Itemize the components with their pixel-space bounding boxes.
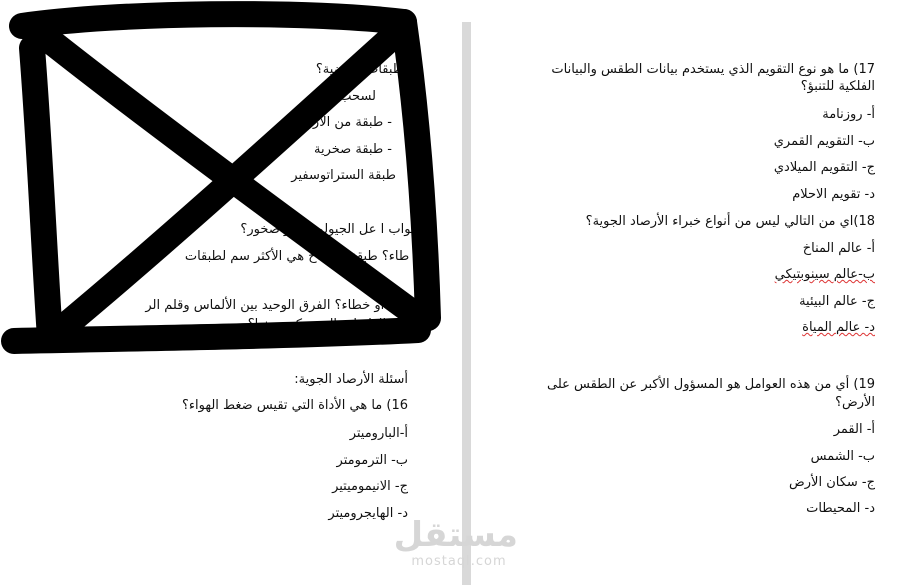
option-19-b: ب- الشمس xyxy=(810,449,875,464)
option-17-c: ج- التقويم الميلادي xyxy=(773,160,875,175)
option-18-d: د- عالم المياة xyxy=(802,320,875,335)
mostaql-watermark xyxy=(393,515,518,569)
question-18: 18)اي من التالي ليس من أنواع خبراء الأرصاد الجوية؟ xyxy=(585,214,875,229)
covered-line: - طبقة صخرية xyxy=(314,142,392,157)
option-18-c: ج- عالم البيئية xyxy=(799,294,875,309)
covered-line: ن نوع الطبقات التي تتكون منها؟ xyxy=(247,317,422,332)
covered-line: صواب ا عل الجيولوجيا هو صخور؟ xyxy=(240,222,422,237)
covered-line: طبقة الستراتوسفير xyxy=(291,168,396,183)
question-19-cont: الأرض؟ xyxy=(835,395,875,410)
question-16: 16) ما هي الأداة التي تقيس ضغط الهواء؟ xyxy=(182,398,408,413)
right-page xyxy=(471,0,919,585)
covered-line: - طبقة من الأرض xyxy=(297,115,392,130)
watermark-arabic: مستقل xyxy=(393,515,518,555)
scribble-top-stroke xyxy=(22,14,404,26)
option-18-a: أ- عالم المناخ xyxy=(802,241,875,256)
option-16-a: أ-الباروميتر xyxy=(349,426,408,441)
covered-line: لسحب xyxy=(339,89,376,104)
covered-line: ة الطبقات الأرضية؟ xyxy=(315,62,422,77)
option-19-a: أ- القمر xyxy=(833,422,875,437)
question-19: 19) أي من هذه العوامل هو المسؤول الأكبر عن الطقس على xyxy=(546,377,875,392)
option-16-b: ب- الترمومتر xyxy=(336,453,408,468)
option-17-a: أ- روزنامة xyxy=(822,107,875,122)
scribble-left-stroke xyxy=(32,48,50,338)
cross-out-scribble xyxy=(0,0,462,370)
question-17: 17) ما هو نوع التقويم الذي يستخدم بيانات الطقس والبيانات xyxy=(551,62,875,77)
option-19-d: د- المحيطات xyxy=(806,501,875,516)
option-17-d: د- تقويم الاحلام xyxy=(792,187,875,202)
option-17-b: ب- التقويم القمري xyxy=(773,134,875,149)
option-18-b: ب-عالم سينوبتيكي xyxy=(774,267,875,282)
option-16-c: ج- الانيموميتير xyxy=(332,479,408,494)
covered-line: صواب او خطاء؟ الفرق الوحيد بين الألماس وقلم الر xyxy=(145,298,422,313)
question-17-cont: الفلكية للتنبؤ؟ xyxy=(800,79,875,94)
covered-line: ا) طاء؟ طبقة الوشاح هي الأكثر سم لطبقات xyxy=(184,249,422,264)
watermark-latin: mostaql.com xyxy=(411,554,507,569)
page-divider xyxy=(462,22,471,585)
option-19-c: ج- سكان الأرض xyxy=(789,475,875,490)
option-16-d: د- الهايجروميتر xyxy=(328,506,408,521)
section-title: أسئلة الأرصاد الجوية: xyxy=(294,372,408,387)
scribble-right-stroke xyxy=(404,22,428,318)
